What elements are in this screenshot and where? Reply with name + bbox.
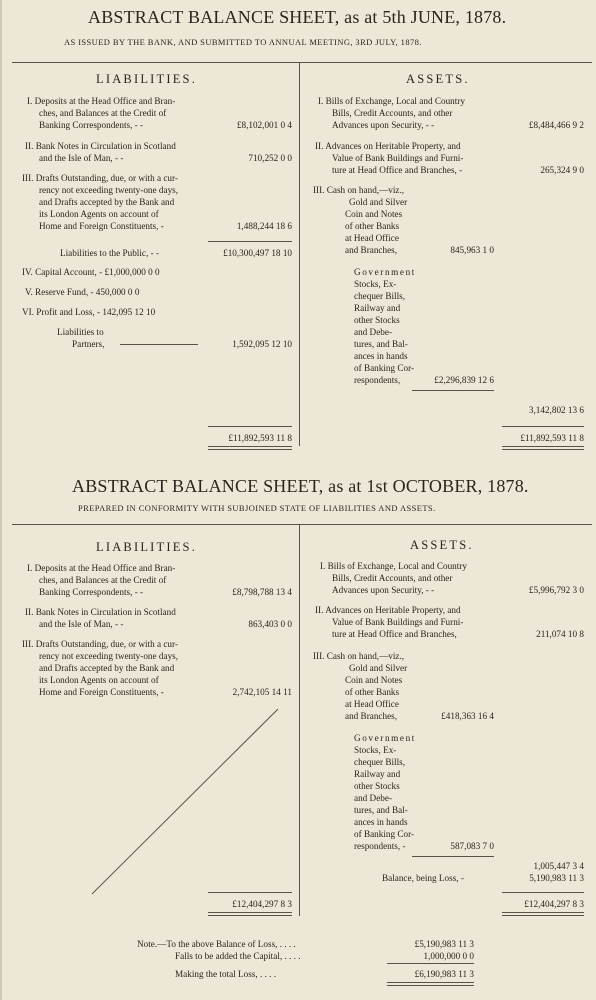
s1-asset-2-line2: Value of Bank Buildings and Furni- bbox=[332, 153, 464, 163]
s1-capital-account: IV. Capital Account, - £1,000,000 0 0 bbox=[22, 267, 160, 277]
s1-asset-1-value: £8,484,466 9 2 bbox=[528, 120, 584, 130]
s2-asset-2-line2: Value of Bank Buildings and Furni- bbox=[332, 617, 464, 627]
s2-liab-3-line3: and Drafts accepted by the Bank and bbox=[39, 663, 175, 673]
s2-liab-1-line2: ches, and Balances at the Credit of bbox=[39, 575, 167, 585]
sheet1-assets-header: ASSETS. bbox=[406, 72, 470, 86]
s1-liab-1-value: £8,102,001 0 4 bbox=[236, 120, 292, 130]
s1-asset-2-line3: ture at Head Office and Branches, - bbox=[332, 165, 463, 175]
s1-asset-total-rule bbox=[502, 426, 584, 427]
s2-asset-3b-line9: of Banking Cor- bbox=[354, 829, 415, 839]
s2-asset-2-line1: II. Advances on Heritable Property, and bbox=[315, 605, 461, 615]
sheet1-liabilities-header: LIABILITIES. bbox=[96, 72, 198, 86]
s2-asset-3b-line8: ances in hands bbox=[354, 817, 408, 827]
s2-liab-3-value: 2,742,105 14 11 bbox=[232, 687, 292, 697]
s1-asset-3-line1: III. Cash on hand,—viz., bbox=[313, 185, 405, 195]
note-line1-value: £5,190,983 11 3 bbox=[414, 939, 474, 949]
s1-liab-public-label: Liabilities to the Public, - - bbox=[60, 248, 160, 258]
s1-asset-3-line6: and Branches, bbox=[345, 245, 398, 255]
s2-asset-3b-line7: tures, and Bal- bbox=[354, 805, 408, 815]
s1-liab-3-value: 1,488,244 18 6 bbox=[236, 221, 292, 231]
note-line2-value: 1,000,000 0 0 bbox=[423, 951, 474, 961]
s2-liab-1-value: £8,798,788 13 4 bbox=[232, 587, 292, 597]
s1-asset-3b-value: £2,296,839 12 6 bbox=[434, 375, 494, 385]
s1-asset-3b-line6: and Debe- bbox=[354, 327, 393, 337]
s2-liab-1-line1: I. Deposits at the Head Office and Bran- bbox=[27, 563, 176, 573]
s1-reserve-fund: V. Reserve Fund, - 450,000 0 0 bbox=[25, 287, 140, 297]
s1-liab-2-line2: and the Isle of Man, - - bbox=[39, 153, 124, 163]
note-line2-label: Falls to be added the Capital, . . . . bbox=[175, 951, 301, 961]
s1-asset-3b-line10: respondents, bbox=[354, 375, 401, 385]
s1-liab-total-rule bbox=[208, 426, 292, 427]
s1-liab-2-line1: II. Bank Notes in Circulation in Scotland bbox=[25, 141, 176, 151]
s2-balance-loss-value: 5,190,983 11 3 bbox=[529, 873, 584, 883]
note-line1-label: Note.—To the above Balance of Loss, . . . . bbox=[137, 939, 296, 949]
s1-asset-3b-line1: Government bbox=[354, 267, 416, 277]
s2-asset-3-value: £418,363 16 4 bbox=[441, 711, 494, 721]
s2-liab-total-double-rule bbox=[208, 912, 292, 916]
s1-asset-3-total: 3,142,802 13 6 bbox=[528, 405, 584, 415]
s1-asset-3b-line2: Stocks, Ex- bbox=[354, 279, 397, 289]
s2-liab-3-line5: Home and Foreign Constituents, - bbox=[39, 687, 164, 697]
s1-liab-3-line3: and Drafts accepted by the Bank and bbox=[39, 197, 175, 207]
s2-asset-total-double-rule bbox=[502, 912, 584, 916]
s2-liab-2-line1: II. Bank Notes in Circulation in Scotland bbox=[25, 607, 176, 617]
sheet2-subtitle: PREPARED IN CONFORMITY WITH SUBJOINED STATE OF LIABILITIES AND ASSETS. bbox=[78, 503, 436, 513]
s2-asset-total-rule bbox=[502, 892, 584, 893]
s1-partners-leader bbox=[120, 344, 198, 345]
s1-asset-3-value: 845,963 1 0 bbox=[450, 245, 494, 255]
s2-liab-total: £12,404,297 8 3 bbox=[232, 899, 292, 909]
s1-subtotal-rule bbox=[208, 241, 292, 242]
s1-asset-3-line4: of other Banks bbox=[345, 221, 400, 231]
s2-asset-1-line3: Advances upon Security, - - bbox=[332, 585, 435, 595]
sheet1-center-rule bbox=[299, 62, 300, 446]
s1-liab-3-line2: rency not exceeding twenty-one days, bbox=[39, 185, 179, 195]
s1-profit-loss: VI. Profit and Loss, - 142,095 12 10 bbox=[22, 307, 156, 317]
sheet1-subtitle: AS ISSUED BY THE BANK, AND SUBMITTED TO ANNUAL MEETING, 3RD JULY, 1878. bbox=[64, 37, 422, 47]
sheet2-liabilities-header: LIABILITIES. bbox=[96, 540, 198, 554]
s2-asset-3b-line10: respondents, - bbox=[354, 841, 406, 851]
s2-asset-3-line2: Gold and Silver bbox=[349, 663, 408, 673]
s1-asset-2-value: 265,324 9 0 bbox=[540, 165, 584, 175]
s1-liab-public-value: £10,300,497 18 10 bbox=[223, 248, 292, 258]
s2-asset-3-line3: Coin and Notes bbox=[345, 675, 403, 685]
s2-balance-loss-label: Balance, being Loss, - bbox=[382, 873, 464, 883]
s1-liab-1-line2: ches, and Balances at the Credit of bbox=[39, 108, 167, 118]
s2-asset-1-value: £5,996,792 3 0 bbox=[528, 585, 584, 595]
s2-asset-3-line1: III. Cash on hand,—viz., bbox=[313, 651, 405, 661]
s1-asset-3b-line9: of Banking Cor- bbox=[354, 363, 415, 373]
s2-liab-3-line2: rency not exceeding twenty-one days, bbox=[39, 651, 179, 661]
s1-asset-1-line3: Advances upon Security, - - bbox=[332, 120, 435, 130]
s2-liab-total-rule bbox=[208, 892, 292, 893]
s1-asset-3b-line5: other Stocks bbox=[354, 315, 400, 325]
s2-asset-3b-line1: Government bbox=[354, 733, 416, 743]
s1-asset-3b-line7: tures, and Bal- bbox=[354, 339, 408, 349]
s2-liab-3-line4: its London Agents on account of bbox=[39, 675, 159, 685]
sheet1-title: ABSTRACT BALANCE SHEET, as at 5th JUNE, 1878. bbox=[88, 7, 507, 27]
sheet2-center-rule bbox=[299, 524, 300, 916]
s1-liab-2-value: 710,252 0 0 bbox=[248, 153, 292, 163]
s2-asset-1-line1: I. Bills of Exchange, Local and Country bbox=[320, 561, 467, 571]
s1-asset-total-double-rule bbox=[502, 446, 584, 450]
sheet1-top-rule bbox=[12, 62, 592, 63]
s2-asset-2-line3: ture at Head Office and Branches, bbox=[332, 629, 457, 639]
s2-asset-total: £12,404,297 8 3 bbox=[524, 899, 584, 909]
s1-cash-subtotal-rule bbox=[412, 390, 494, 391]
s2-liab-2-line2: and the Isle of Man, - - bbox=[39, 619, 124, 629]
s1-liab-total-double-rule bbox=[208, 446, 292, 450]
s1-liab-total: £11,892,593 11 8 bbox=[228, 433, 292, 443]
s1-asset-3-line2: Gold and Silver bbox=[349, 197, 408, 207]
sheet2-top-rule bbox=[12, 524, 592, 525]
s2-liab-1-line3: Banking Correspondents, - - bbox=[39, 587, 144, 597]
s1-liab-partners-value: 1,592,095 12 10 bbox=[232, 339, 292, 349]
s1-asset-3-line5: at Head Office bbox=[345, 233, 399, 243]
s2-asset-1-line2: Bills, Credit Accounts, and other bbox=[332, 573, 453, 583]
s2-asset-3-line5: at Head Office bbox=[345, 699, 399, 709]
note-sum-rule bbox=[387, 963, 474, 964]
s1-asset-1-line1: I. Bills of Exchange, Local and Country bbox=[318, 96, 465, 106]
s2-asset-3-line4: of other Banks bbox=[345, 687, 400, 697]
s1-asset-3b-line4: Railway and bbox=[354, 303, 401, 313]
note-total-double-rule bbox=[387, 982, 474, 986]
s2-asset-3b-line4: Railway and bbox=[354, 769, 401, 779]
s1-liab-3-line4: its London Agents on account of bbox=[39, 209, 159, 219]
s1-asset-1-line2: Bills, Credit Accounts, and other bbox=[332, 108, 453, 118]
s2-liab-3-line1: III. Drafts Outstanding, due, or with a cur- bbox=[22, 639, 178, 649]
s2-asset-3b-line2: Stocks, Ex- bbox=[354, 745, 397, 755]
s2-asset-3b-value: 587,083 7 0 bbox=[450, 841, 494, 851]
note-line3-label: Making the total Loss, . . . . bbox=[175, 969, 277, 979]
note-line3-value: £6,190,983 11 3 bbox=[414, 969, 474, 979]
s1-liab-1-line1: I. Deposits at the Head Office and Bran- bbox=[27, 96, 176, 106]
s2-liab-2-value: 863,403 0 0 bbox=[248, 619, 292, 629]
s1-asset-total: £11,892,593 11 8 bbox=[520, 433, 584, 443]
sheet2-assets-header: ASSETS. bbox=[410, 538, 474, 552]
s2-diagonal-cancel-line bbox=[82, 705, 297, 900]
s1-liab-3-line1: III. Drafts Outstanding, due, or with a cur- bbox=[22, 173, 178, 183]
s1-liab-partners-line2: Partners, bbox=[72, 339, 105, 349]
s2-asset-2-value: 211,074 10 8 bbox=[536, 629, 584, 639]
sheet2-title: ABSTRACT BALANCE SHEET, as at 1st OCTOBER, 1878. bbox=[72, 476, 529, 496]
s1-liab-partners-line1: Liabilities to bbox=[57, 327, 104, 337]
s1-asset-2-line1: II. Advances on Heritable Property, and bbox=[315, 141, 461, 151]
s2-asset-3b-line6: and Debe- bbox=[354, 793, 393, 803]
s1-liab-3-line5: Home and Foreign Constituents, - bbox=[39, 221, 164, 231]
s2-cash-subtotal-rule bbox=[412, 856, 494, 857]
s1-asset-3b-line8: ances in hands bbox=[354, 351, 408, 361]
s2-asset-3b-line3: chequer Bills, bbox=[354, 757, 406, 767]
s2-asset-3-line6: and Branches, bbox=[345, 711, 398, 721]
s1-asset-3-line3: Coin and Notes bbox=[345, 209, 403, 219]
s1-liab-1-line3: Banking Correspondents, - - bbox=[39, 120, 144, 130]
s2-asset-3b-line5: other Stocks bbox=[354, 781, 400, 791]
s2-asset-3-total: 1,005,447 3 4 bbox=[533, 861, 584, 871]
s1-asset-3b-line3: chequer Bills, bbox=[354, 291, 406, 301]
